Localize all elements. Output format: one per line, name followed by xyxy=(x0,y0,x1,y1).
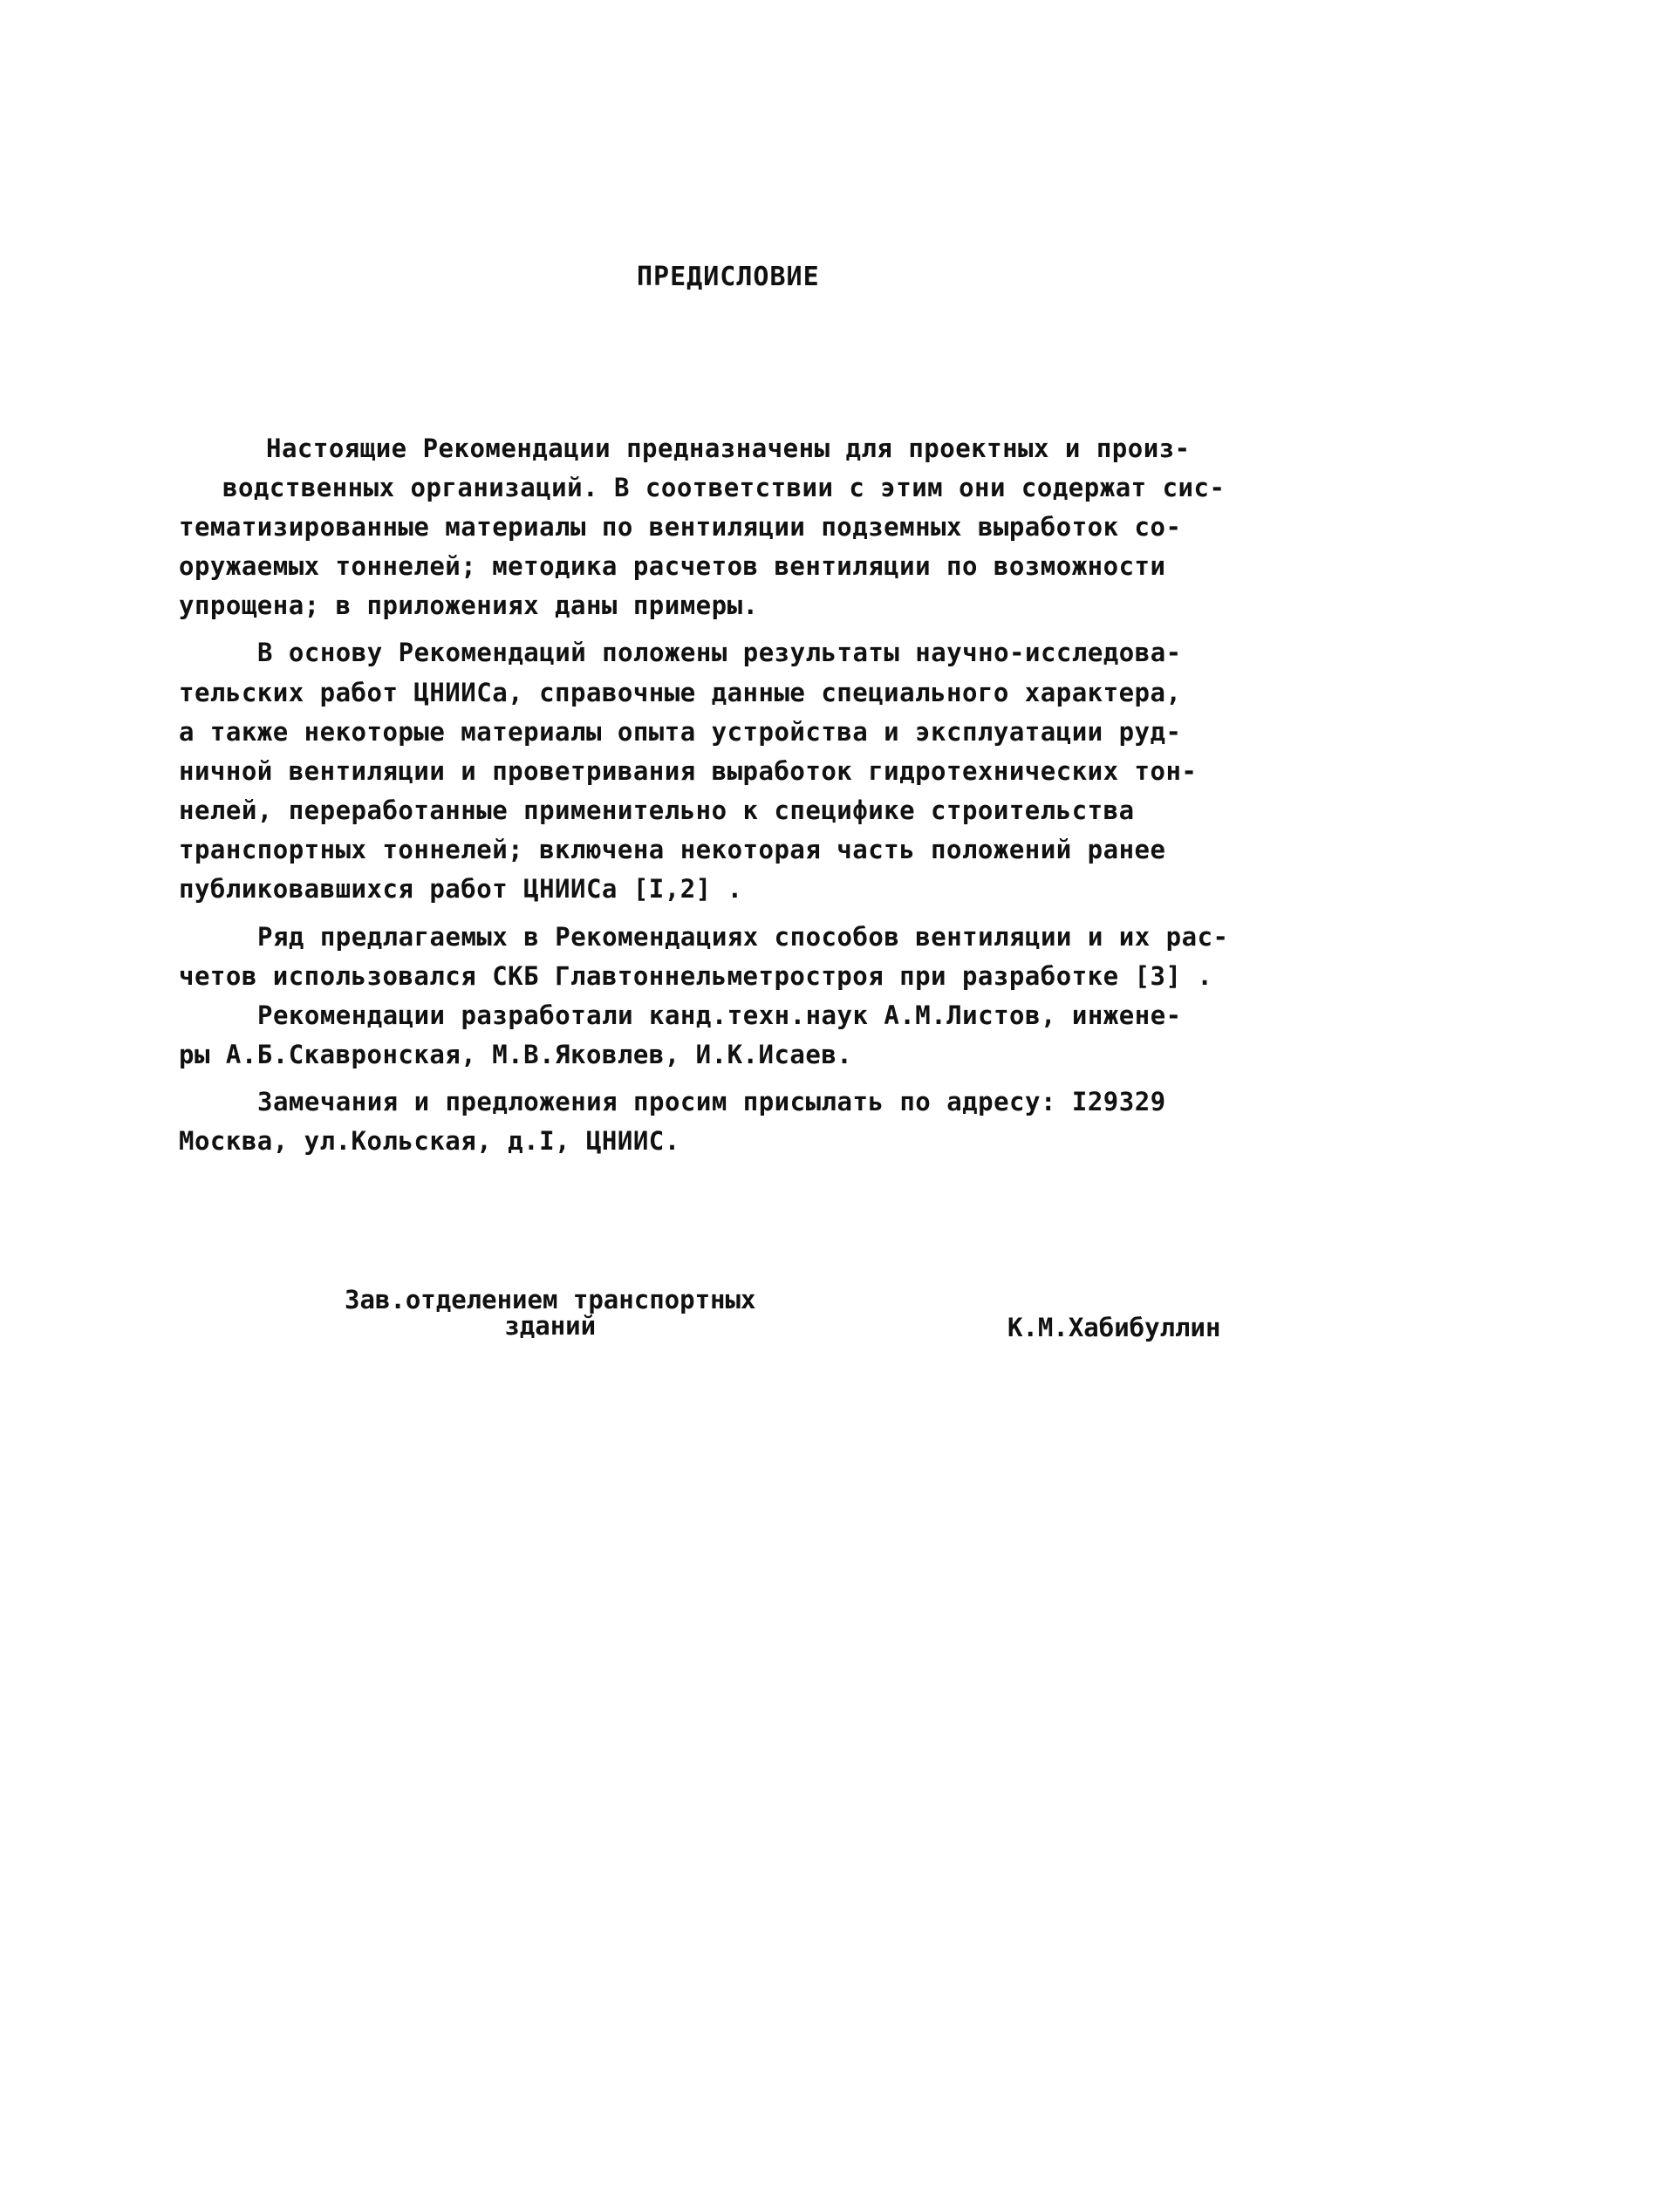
text-line: тельских работ ЦНИИСа, справочные данные специального характера, xyxy=(179,678,1182,707)
text-line: тематизированные материалы по вентиляции подземных выработок со- xyxy=(179,512,1182,542)
text-line: Настоящие Рекомендации предназначены для проектных и произ- xyxy=(266,434,1191,463)
text-line: оружаемых тоннелей; методика расчетов вентиляции по возможности xyxy=(179,551,1166,581)
text-line: транспортных тоннелей; включена некоторая часть положений ранее xyxy=(179,835,1166,864)
signature-department-line1: Зав.отделением транспортных xyxy=(345,1285,756,1314)
text-line: а также некоторые материалы опыта устройства и эксплуатации руд- xyxy=(179,717,1182,747)
text-line: нелей, переработанные применительно к специфике строительства xyxy=(179,795,1135,825)
text-line: В основу Рекомендаций положены результаты научно-исследова- xyxy=(257,638,1182,667)
signature-name: К.М.Хабибуллин xyxy=(1007,1313,1221,1342)
text-line: публиковавшихся работ ЦНИИСа [I,2] . xyxy=(179,874,743,904)
text-line: Ряд предлагаемых в Рекомендациях способов вентиляции и их рас- xyxy=(257,922,1229,952)
text-line: упрощена; в приложениях даны примеры. xyxy=(179,591,759,620)
text-line: четов использовался СКБ Главтоннельметростроя при разработке [3] . xyxy=(179,961,1213,991)
text-line: ничной вентиляции и проветривания выработок гидротехнических тон- xyxy=(179,756,1198,786)
text-line: водственных организаций. В соответствии с этим они содержат сис- xyxy=(222,473,1226,502)
text-line: ры А.Б.Скавронская, М.В.Яковлев, И.К.Исаев. xyxy=(179,1040,853,1069)
text-line: Рекомендации разработали канд.техн.наук А.М.Листов, инжене- xyxy=(257,1000,1182,1030)
text-line: Москва, ул.Кольская, д.I, ЦНИИС. xyxy=(179,1126,680,1156)
signature-department-line2: зданий xyxy=(504,1311,597,1341)
text-line: Замечания и предложения просим присылать по адресу: I29329 xyxy=(257,1087,1166,1116)
signature-department xyxy=(345,1287,755,1339)
page-title: ПРЕДИСЛОВИЕ xyxy=(637,262,820,292)
